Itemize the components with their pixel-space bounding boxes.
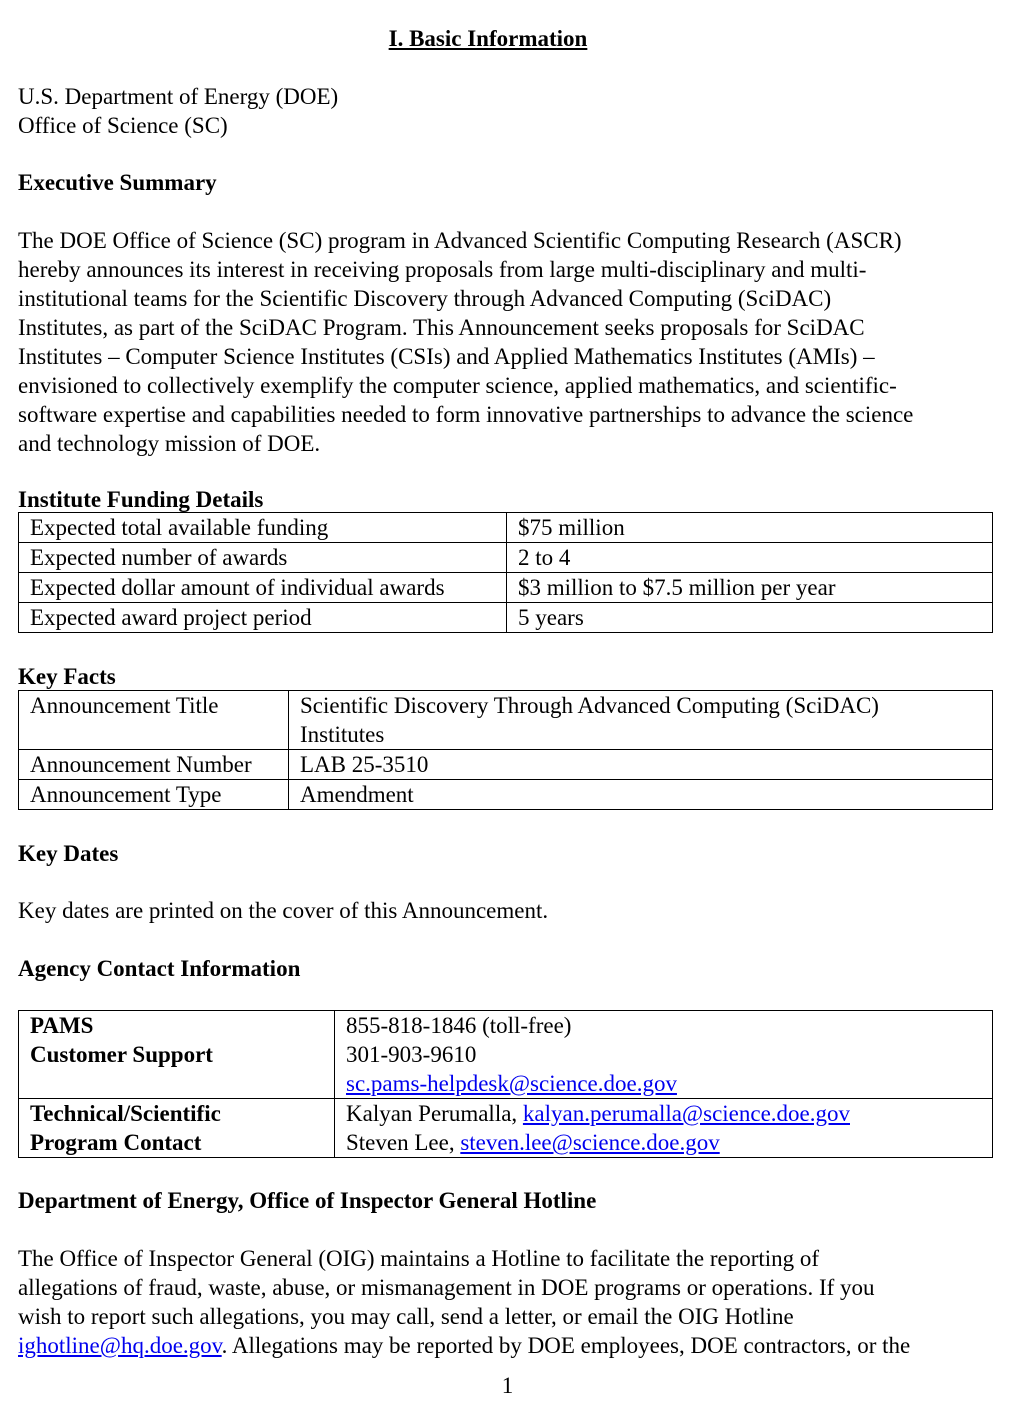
- funding-label: Expected total available funding: [19, 513, 507, 543]
- technical-details: [335, 1099, 993, 1158]
- org-line-sc: Office of Science (SC): [18, 113, 228, 138]
- summary-line: software expertise and capabilities needed to form innovative partnerships to advance the science: [18, 402, 914, 427]
- title-line: Institutes: [300, 722, 385, 747]
- funding-label: Expected dollar amount of individual awards: [19, 573, 507, 603]
- key-fact-value: Amendment: [289, 780, 993, 810]
- org-block: [18, 82, 994, 140]
- summary-line: and technology mission of DOE.: [18, 431, 321, 456]
- funding-label: Expected number of awards: [19, 543, 507, 573]
- key-fact-label: Announcement Title: [19, 691, 289, 750]
- contact-name: Kalyan Perumalla,: [346, 1101, 523, 1126]
- table-row: [19, 750, 993, 780]
- table-row: [19, 573, 993, 603]
- contact-name: Steven Lee,: [346, 1130, 461, 1155]
- table-row: [19, 691, 993, 750]
- oig-paragraph: [18, 1244, 994, 1360]
- executive-summary-heading: Executive Summary: [18, 170, 217, 195]
- table-row: [19, 1099, 993, 1158]
- technical-label-line: Technical/Scientific: [30, 1101, 221, 1126]
- summary-line: Institutes, as part of the SciDAC Program. This Announcement seeks proposals for SciDAC: [18, 315, 865, 340]
- summary-line: envisioned to collectively exemplify the computer science, applied mathematics, and scientific-: [18, 373, 897, 398]
- oig-line: wish to report such allegations, you may call, send a letter, or email the OIG Hotline: [18, 1304, 794, 1329]
- oig-line: allegations of fraud, waste, abuse, or mismanagement in DOE programs or operations. If you: [18, 1275, 875, 1300]
- key-dates-heading: Key Dates: [18, 841, 119, 866]
- funding-value: $3 million to $7.5 million per year: [507, 573, 993, 603]
- contact-email-link[interactable]: steven.lee@science.doe.gov: [460, 1130, 720, 1155]
- technical-label: [19, 1099, 335, 1158]
- table-row: [19, 780, 993, 810]
- summary-line: institutional teams for the Scientific Discovery through Advanced Computing (SciDAC): [18, 286, 832, 311]
- page-title: I. Basic Information: [388, 26, 588, 51]
- pams-email-link[interactable]: sc.pams-helpdesk@science.doe.gov: [346, 1071, 677, 1096]
- funding-value: 2 to 4: [507, 543, 993, 573]
- funding-heading: Institute Funding Details: [18, 487, 264, 512]
- pams-label-line: PAMS: [30, 1013, 94, 1038]
- funding-table: [18, 512, 993, 633]
- key-facts-table: [18, 690, 993, 810]
- contact-email-link[interactable]: kalyan.perumalla@science.doe.gov: [522, 1101, 850, 1126]
- table-row: [19, 513, 993, 543]
- executive-summary-paragraph: [18, 226, 994, 458]
- funding-label: Expected award project period: [19, 603, 507, 633]
- pams-phone: 301-903-9610: [346, 1042, 477, 1067]
- contacts-table: [18, 1010, 993, 1158]
- technical-label-line: Program Contact: [30, 1130, 202, 1155]
- key-facts-table-wrap: [18, 690, 994, 810]
- table-row: [19, 603, 993, 633]
- org-line-doe: U.S. Department of Energy (DOE): [18, 84, 339, 109]
- key-fact-value: LAB 25-3510: [289, 750, 993, 780]
- oig-email-link[interactable]: ighotline@hq.doe.gov: [18, 1333, 222, 1358]
- key-dates-text: Key dates are printed on the cover of this Announcement.: [18, 898, 549, 923]
- key-fact-label: Announcement Type: [19, 780, 289, 810]
- oig-line: The Office of Inspector General (OIG) maintains a Hotline to facilitate the reporting of: [18, 1246, 820, 1271]
- key-fact-value: [289, 691, 993, 750]
- funding-table-wrap: [18, 512, 994, 633]
- contacts-table-wrap: [18, 1010, 994, 1158]
- pams-label: [19, 1011, 335, 1099]
- summary-line: Institutes – Computer Science Institutes (CSIs) and Applied Mathematics Institutes (AMIs) –: [18, 344, 875, 369]
- page-number: 1: [501, 1373, 514, 1398]
- table-row: [19, 1011, 993, 1099]
- pams-phone-tollfree: 855-818-1846 (toll-free): [346, 1013, 572, 1038]
- key-facts-heading: Key Facts: [18, 664, 116, 689]
- summary-line: The DOE Office of Science (SC) program in Advanced Scientific Computing Research (ASCR): [18, 228, 902, 253]
- title-line: Scientific Discovery Through Advanced Computing (SciDAC): [300, 693, 879, 718]
- pams-label-line: Customer Support: [30, 1042, 213, 1067]
- contacts-heading: Agency Contact Information: [18, 956, 301, 981]
- funding-value: 5 years: [507, 603, 993, 633]
- pams-details: [335, 1011, 993, 1099]
- summary-line: hereby announces its interest in receiving proposals from large multi-disciplinary and multi-: [18, 257, 867, 282]
- funding-value: $75 million: [507, 513, 993, 543]
- table-row: [19, 543, 993, 573]
- key-fact-label: Announcement Number: [19, 750, 289, 780]
- oig-line: . Allegations may be reported by DOE employees, DOE contractors, or the: [221, 1333, 911, 1358]
- oig-heading: Department of Energy, Office of Inspector General Hotline: [18, 1188, 597, 1213]
